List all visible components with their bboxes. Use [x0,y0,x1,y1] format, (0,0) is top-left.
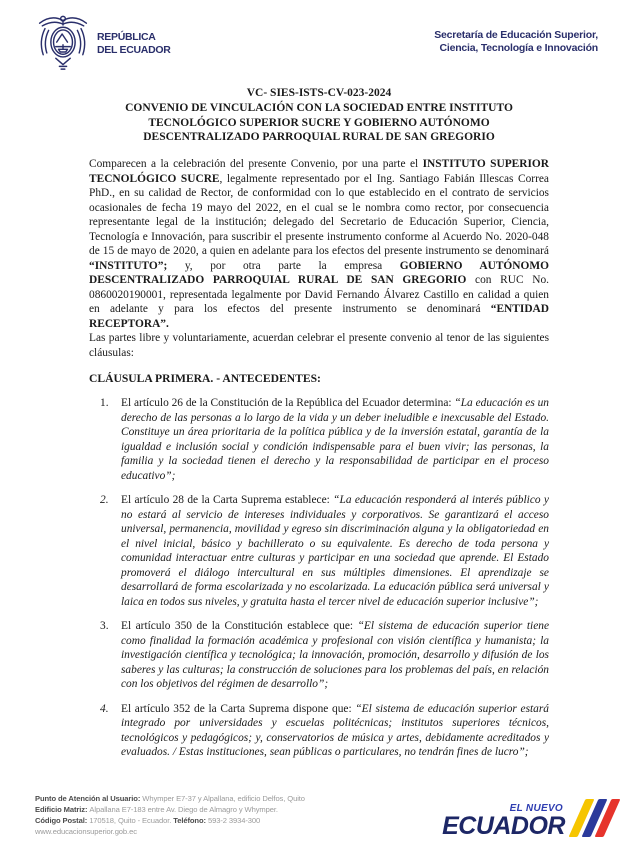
republic-line2: DEL ECUADOR [97,43,171,56]
item-number: 2. [100,494,109,507]
document-header [36,12,598,74]
footer-contact-block [35,794,305,838]
parties-paragraph: Las partes libre y voluntariamente, acuerdan celebrar el presente convenio al tenor de las siguientes cláusulas: [89,332,549,359]
secretariat-line1: Secretaría de Educación Superior, [434,29,598,41]
item-number: 1. [100,397,109,410]
title-line2: CONVENIO DE VINCULACIÓN CON LA SOCIEDAD ENTRE INSTITUTO [125,101,513,114]
item-text: El artículo 350 de la Constitución establece que: “El sistema de educación superior tiene como finalidad la formación académica y profesional con visión científica y humanista; la investigación científica y tecnológica; la innovación, promoción, desarrollo y difusión de los saberes y las culturas; la construcción de soluciones para los problemas del país, en relación con los objetivos del régimen de desarrollo”; [121,620,549,691]
footer-matriz-line: Edificio Matriz: Alpallana E7-183 entre Av. Diego de Almagro y Whymper. [35,805,278,815]
item-text: El artículo 352 de la Carta Suprema dispone que: “El sistema de educación superior estará integrado por universidades y escuelas politécnicas; institutos superiores técnicos, tecnológicos y pedagógicos; y, conservatorios de música y artes, debidamente acreditados y evaluados. / Estas instituciones, sean públicas o particulares, no tendrán fines de lucro”; [121,702,549,759]
republic-brand [36,12,171,74]
footer-website: www.educacionsuperior.gob.ec [35,827,137,837]
republic-line1: REPÚBLICA [97,31,156,43]
document-code: VC- SIES-ISTS-CV-023-2024 [246,87,392,99]
item-number: 4. [100,702,109,715]
document-body [89,86,549,770]
item-number: 3. [100,620,109,633]
clause-heading: CLÁUSULA PRIMERA. - ANTECEDENTES: [89,372,321,386]
document-title [89,86,549,145]
secretariat-title [434,29,598,55]
logo-text [442,804,565,838]
footer-postal-phone-line: Código Postal: 170518, Quito - Ecuador. Teléfono: 593-2 3934-300 [35,816,261,826]
antecedents-list [89,396,549,760]
logo-el-nuevo-label: EL NUEVO [509,803,563,814]
document-footer [35,794,612,838]
logo-ecuador-label: ECUADOR [442,812,565,840]
antecedent-item [89,619,549,692]
title-line4: DESCENTRALIZADO PARROQUIAL RURAL DE SAN GREGORIO [143,131,495,144]
antecedent-item [89,396,549,483]
republic-label [97,31,171,56]
el-nuevo-ecuador-logo [442,799,612,838]
footer-attention-line: Punto de Atención al Usuario: Whymper E7-37 y Alpallana, edificio Delfos, Quito [35,794,305,804]
ecuador-coat-of-arms-icon [36,12,90,74]
intro-paragraph: Comparecen a la celebración del presente Convenio, por una parte el INSTITUTO SUPERIOR TECNOLÓGICO SUCRE, legalmente representado por el Ing. Santiago Fabián Illescas Correa PhD., en su calidad de Rector, de conformidad con lo que establecido en el contrato de servicios ocasionales de fecha 19 mayo del 2022, en el cual se le nombra como rector, por consecuencia representante legal de la institución; delegado del Secretario de Educación Superior, Ciencia, Tecnología e Innovación, para suscribir el presente instrumento conforme al Acuerdo No. 2020-048 de 15 de mayo de 2020, a quien en adelante para los efectos del presente instrumento se denominará “INSTITUTO”; y, por otra parte la empresa GOBIERNO AUTÓNOMO DESCENTRALIZADO PARROQUIAL RURAL DE SAN GREGORIO con RUC No. 0860020190001, representada legalmente por David Fernando Álvarez Castillo en calidad a quien en adelante y para los efectos del presente instrumento se denominará “ENTIDAD RECEPTORA”. [89,158,550,330]
antecedent-item [89,493,549,609]
title-line3: TECNOLÓGICO SUPERIOR SUCRE Y GOBIERNO AUTÓNOMO [148,116,490,129]
item-text: El artículo 28 de la Carta Suprema establece: “La educación responderá al interés público y no estará al servicio de intereses individuales y corporativos. Se garantizará el acceso universal, permanencia, movilidad y egreso sin discriminación alguna y la obligatoriedad en el nivel inicial, básico y bachillerato o su equivalente. Es derecho de toda persona y comunidad interactuar entre culturas y participar en una sociedad que aprende. El Estado promoverá el diálogo intercultural en sus múltiples dimensiones. El aprendizaje se desarrollará de forma escolarizada y no escolarizada. La educación pública será universal y laica en todos sus niveles, y gratuita hasta el tercer nivel de educación superior inclusive”; [121,494,549,608]
antecedent-item [89,702,549,760]
flag-stripes-icon [573,799,612,837]
secretariat-line2: Ciencia, Tecnología e Innovación [439,42,598,54]
item-text: El artículo 26 de la Constitución de la República del Ecuador determina: “La educación es un derecho de las personas a lo largo de la vida y un deber ineludible e inexcusable del Estado. Constituye un área prioritaria de la política pública y de la inversión estatal, garantía de la igualdad e inclusión social y condición indispensable para el buen vivir; las personas, la familia y la sociedad tienen el derecho y la responsabilidad de participar en el proceso educativo”; [121,397,549,482]
